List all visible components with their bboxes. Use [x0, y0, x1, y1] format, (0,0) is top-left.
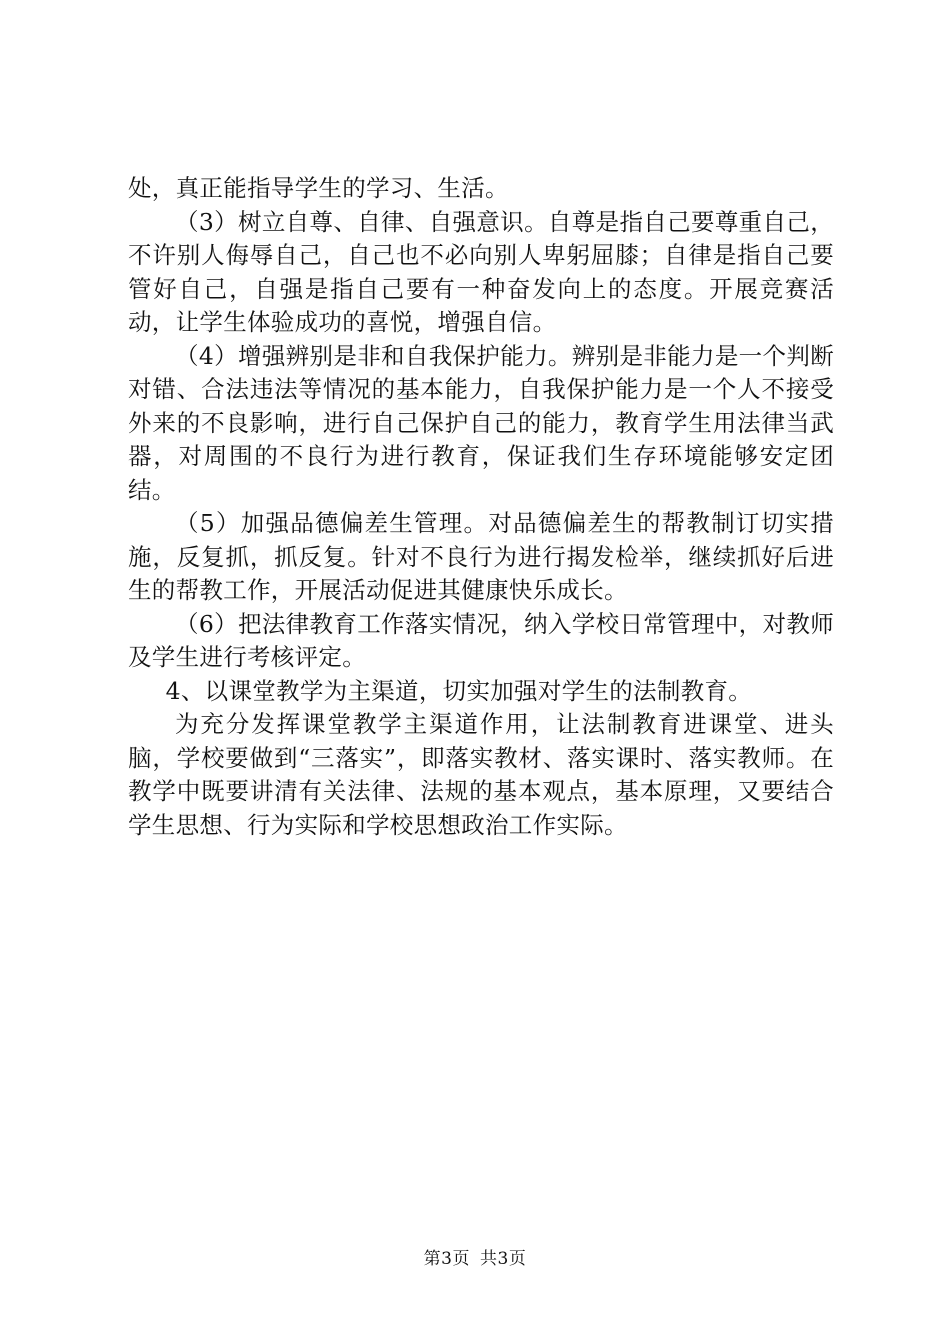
paragraph-item-6: （6）把法律教育工作落实情况，纳入学校日常管理中，对教师及学生进行考核评定。 — [128, 609, 834, 671]
paragraph-classroom-education: 为充分发挥课堂教学主渠道作用，让法制教育进课堂、进头脑，学校要做到“三落实”，即落实教材、落实课时、落实教师。在教学中既要讲清有关法律、法规的基本观点，基本原理，又要结合学生思想、行为实际和学校思想政治工作实际。 — [128, 710, 834, 839]
section-heading-4: 4、以课堂教学为主渠道，切实加强对学生的法制教育。 — [165, 676, 753, 705]
paragraph-item-5: （5）加强品德偏差生管理。对品德偏差生的帮教制订切实措施，反复抓，抓反复。针对不良行为进行揭发检举，继续抓好后进生的帮教工作，开展活动促进其健康快乐成长。 — [128, 509, 834, 604]
page-number: 第3页 — [423, 1249, 470, 1269]
paragraph-continuation: 处，真正能指导学生的学习、生活。 — [128, 174, 509, 202]
document-body — [128, 172, 834, 842]
paragraph-item-4: （4）增强辨别是非和自我保护能力。辨别是非能力是一个判断对错、合法违法等情况的基本能力，自我保护能力是一个人不接受外来的不良影响，进行自己保护自己的能力，教育学生用法律当武器，对周围的不良行为进行教育，保证我们生存环境能够安定团结。 — [128, 341, 834, 504]
page-total: 共3页 — [480, 1249, 527, 1269]
paragraph-item-3: （3）树立自尊、自律、自强意识。自尊是指自己要尊重自己，不许别人侮辱自己，自己也不必向别人卑躬屈膝；自律是指自己要管好自己，自强是指自己要有一种奋发向上的态度。开展竞赛活动，让学生体验成功的喜悦，增强自信。 — [128, 207, 834, 336]
page-footer — [0, 1244, 950, 1269]
